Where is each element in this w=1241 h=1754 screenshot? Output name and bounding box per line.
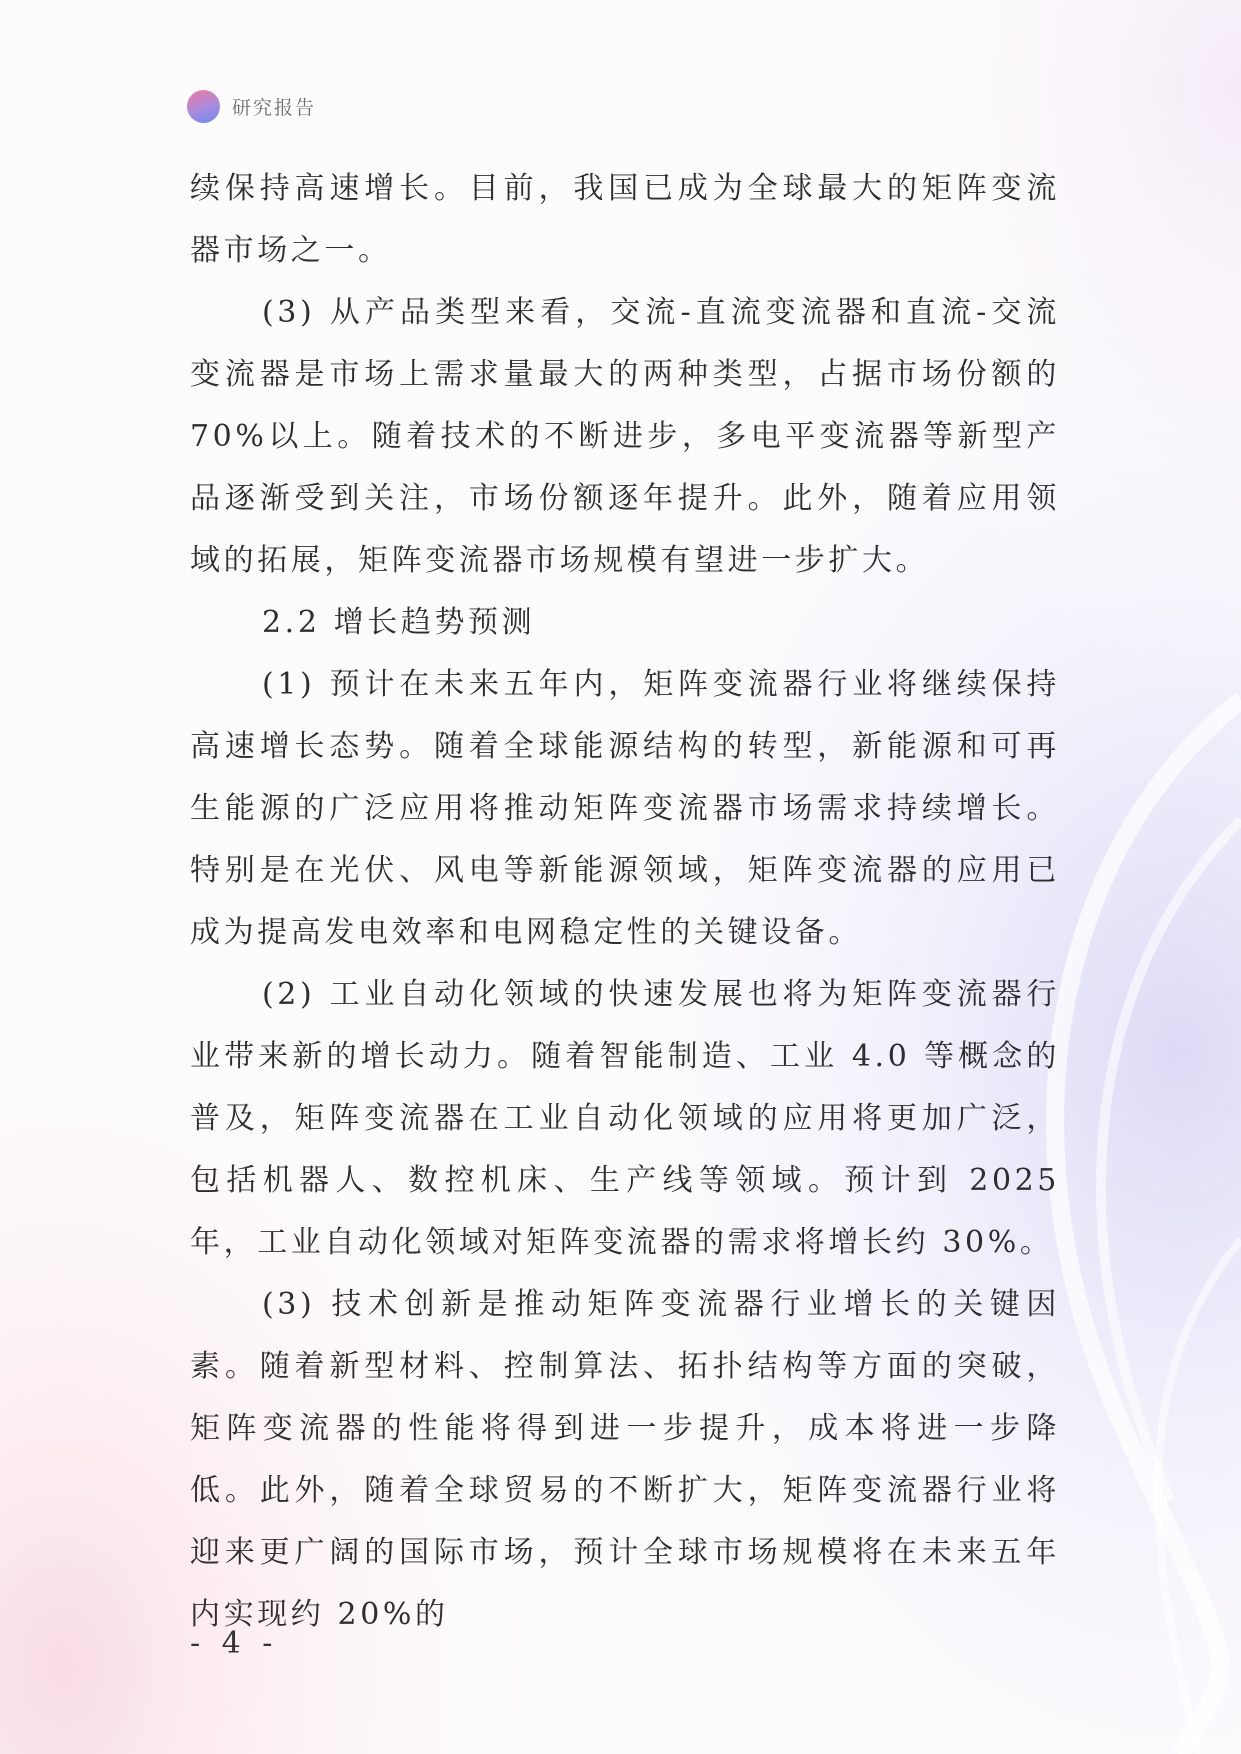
page-header xyxy=(187,88,316,124)
paragraph-continuation: 续保持高速增长。目前，我国已成为全球最大的矩阵变流器市场之一。 xyxy=(190,171,1060,268)
paragraph-forecast-2: (2) 工业自动化领域的快速发展也将为矩阵变流器行业带来新的增长动力。随着智能制造、工业 4.0 等概念的普及，矩阵变流器在工业自动化领域的应用将更加广泛，包括机器人、数控机床、生产线等领域。预计到 2025 年，工业自动化领域对矩阵变流器的需求将增长约 30%。 xyxy=(190,977,1060,1260)
header-title: 研究报告 xyxy=(232,96,317,119)
paragraph-forecast-1: (1) 预计在未来五年内，矩阵变流器行业将继续保持高速增长态势。随着全球能源结构的转型，新能源和可再生能源的广泛应用将推动矩阵变流器市场需求持续增长。特别是在光伏、风电等新能源领域，矩阵变流器的应用已成为提高发电效率和电网稳定性的关键设备。 xyxy=(190,667,1060,950)
logo-circle-icon xyxy=(187,90,220,123)
document-body xyxy=(190,158,1060,1646)
paragraph-product-types: (3) 从产品类型来看，交流-直流变流器和直流-交流变流器是市场上需求量最大的两种类型，占据市场份额的70%以上。随着技术的不断进步，多电平变流器等新型产品逐渐受到关注，市场份额逐年提升。此外，随着应用领域的拓展，矩阵变流器市场规模有望进一步扩大。 xyxy=(190,295,1060,578)
section-heading-growth-forecast: 2.2 增长趋势预测 xyxy=(262,605,536,640)
paragraph-forecast-3: (3) 技术创新是推动矩阵变流器行业增长的关键因素。随着新型材料、控制算法、拓扑结构等方面的突破，矩阵变流器的性能将得到进一步提升，成本将进一步降低。此外，随着全球贸易的不断扩大，矩阵变流器行业将迎来更广阔的国际市场，预计全球市场规模将在未来五年内实现约 20%的 xyxy=(190,1287,1060,1632)
page-number: - 4 - xyxy=(190,1626,279,1661)
